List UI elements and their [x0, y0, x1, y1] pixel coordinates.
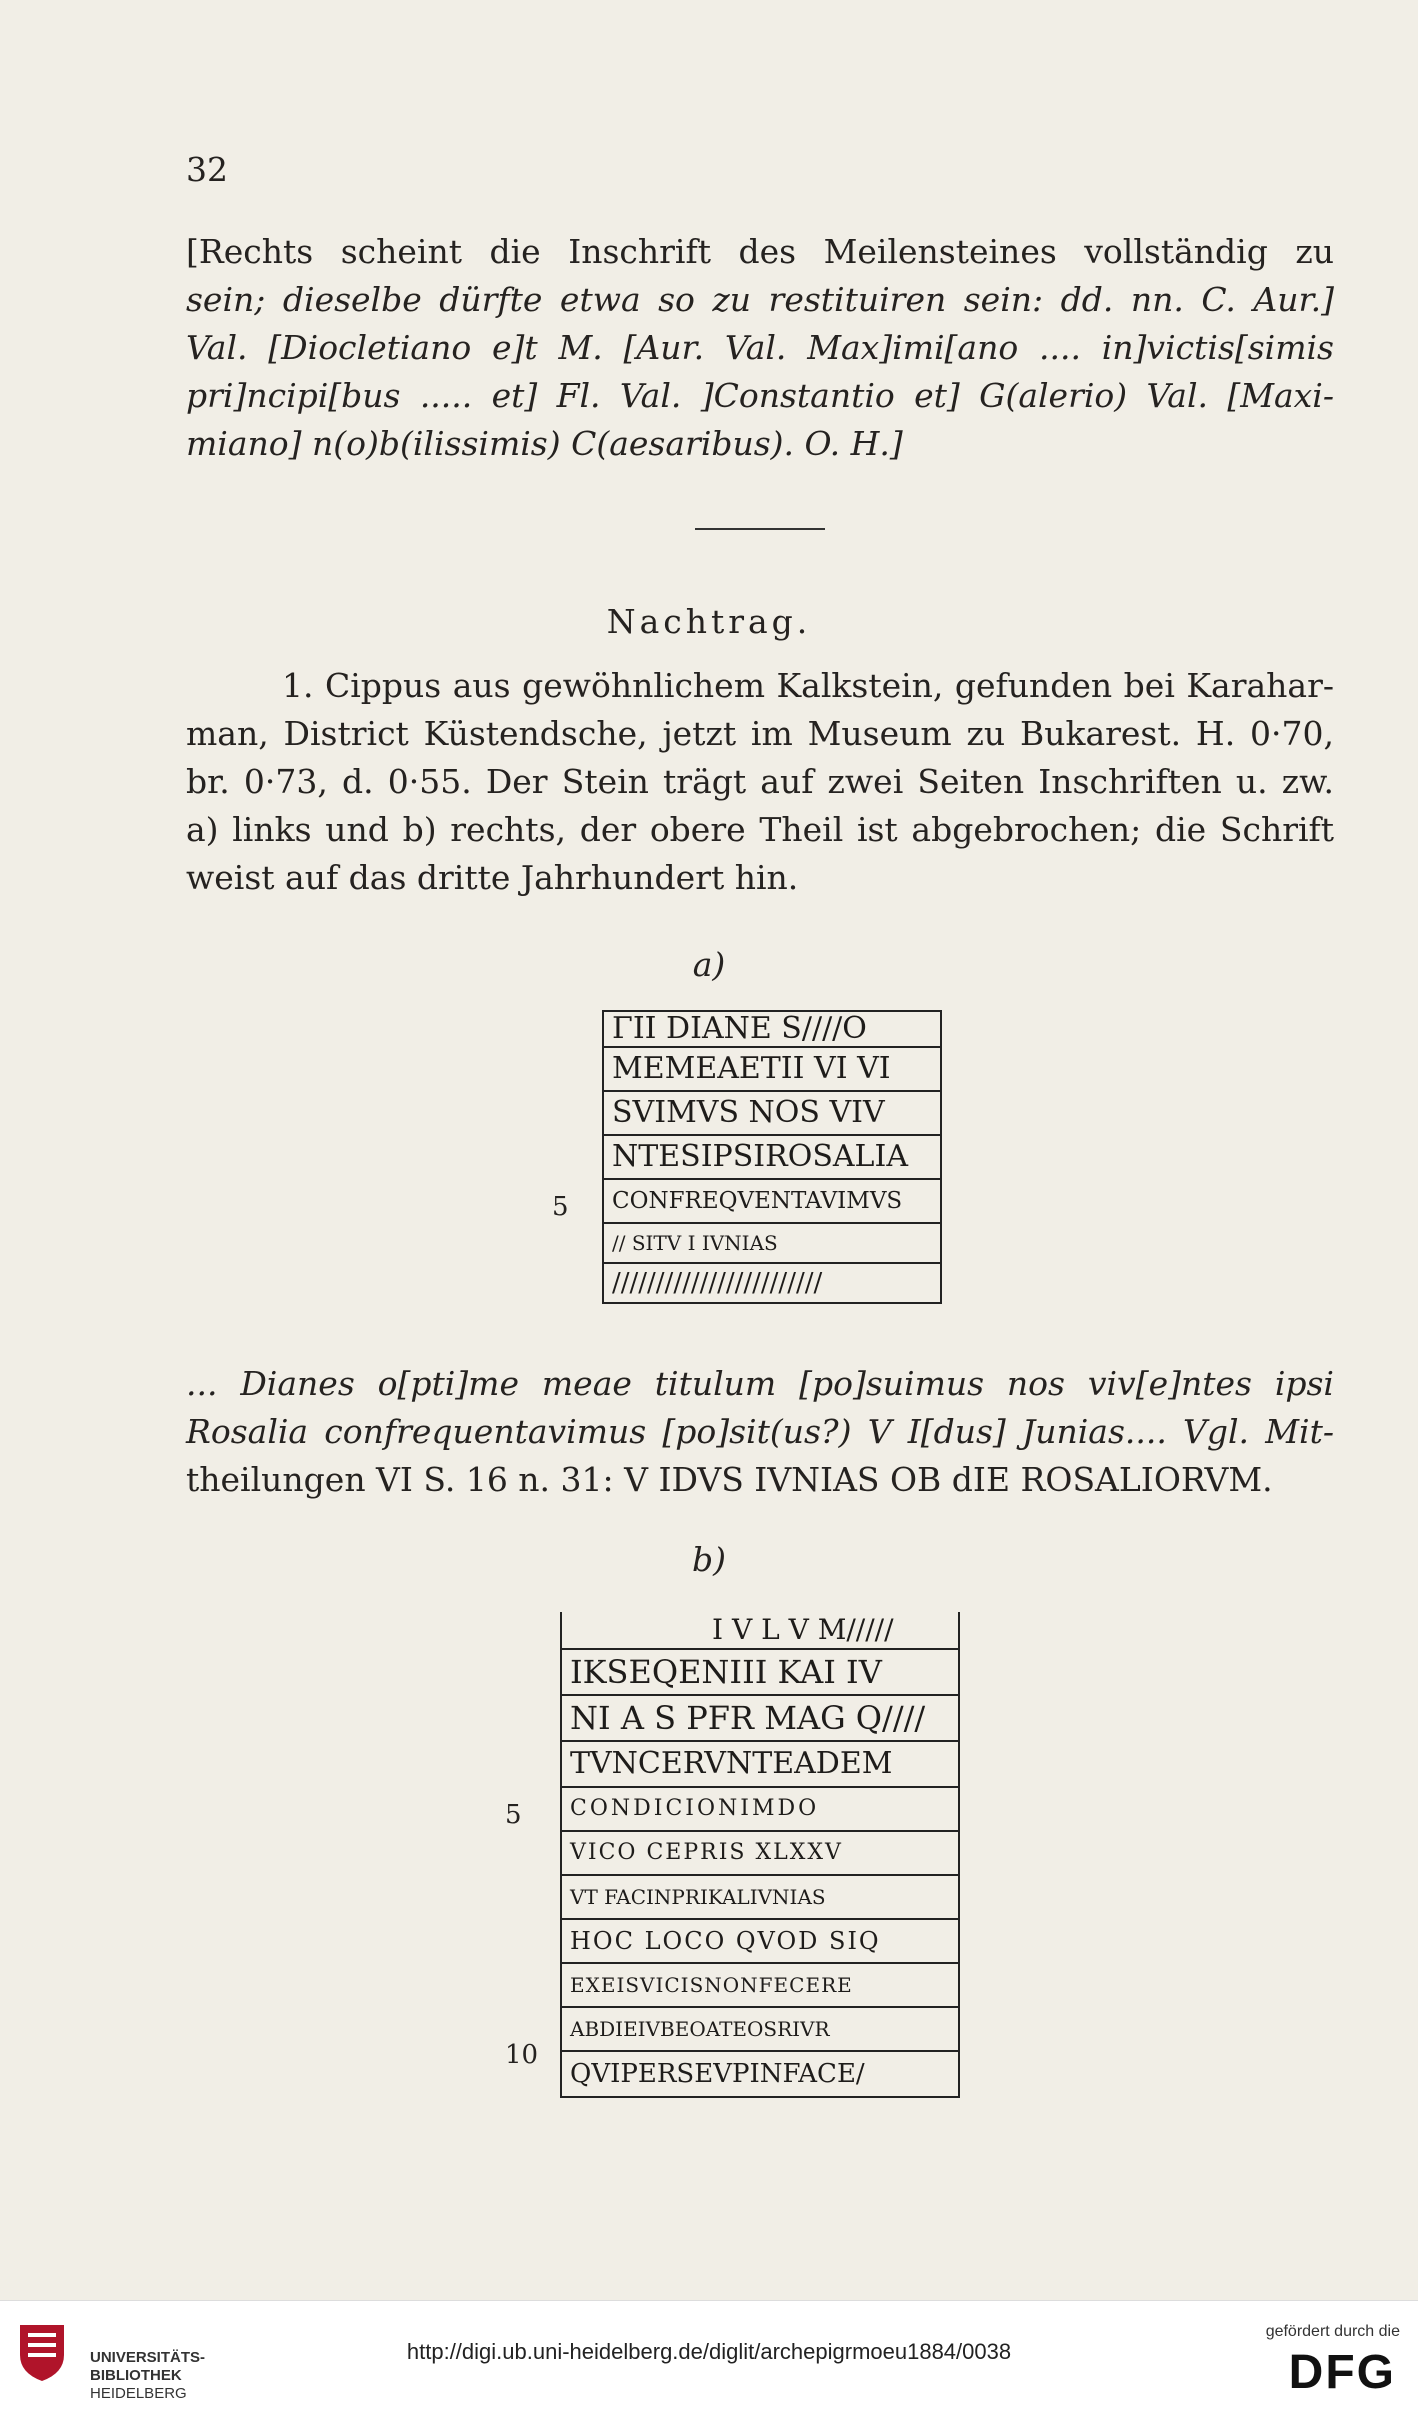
page-number: 32 — [186, 150, 228, 189]
item1-paragraph — [186, 662, 1334, 902]
inscription-line: ΓΙΙ DIANE S////O — [604, 1010, 940, 1048]
text-line: Rosalia confrequentavimus [po]sit(us?) V I[dus] Junias.... Vgl. Mit- — [186, 1412, 1334, 1451]
library-name: UNIVERSITÄTS- BIBLIOTHEK HEIDELBERG — [90, 2349, 206, 2402]
figure-label-b: b) — [692, 1540, 726, 1579]
intro-paragraph — [186, 228, 1334, 468]
inscription-line: MEMEAETII VI VI — [604, 1048, 940, 1092]
text-line: 1. Cippus aus gewöhnlichem Kalkstein, gefunden bei Karahar- — [282, 666, 1334, 705]
inscription-a — [602, 1010, 942, 1304]
text-line: a) links und b) rechts, der obere Theil ist abgebrochen; die Schrift — [186, 810, 1334, 849]
permalink-url[interactable]: http://digi.ub.uni-heidelberg.de/diglit/archepigrmoeu1884/0038 — [406, 2339, 1012, 2364]
inscription-line: NTESIPSIROSALIA — [604, 1136, 940, 1180]
section-divider — [695, 528, 825, 530]
inscription-line: NI A S PFR MAG Q//// — [562, 1696, 958, 1742]
text-line: ... Dianes o[pti]me meae titulum [po]suimus nos viv[e]ntes ipsi — [186, 1364, 1334, 1403]
inscription-line: SVIMVS NOS VIV — [604, 1092, 940, 1136]
inscription-line: CONFREQVENTAVIMVS — [604, 1180, 940, 1224]
inscription-line: CONDICIONIMDO — [562, 1788, 958, 1832]
text-line: pri]ncipi[bus ..... et] Fl. Val. ]Constantio et] G(alerio) Val. [Maxi- — [186, 376, 1334, 415]
inscription-line: // SITV I IVNIAS — [604, 1224, 940, 1264]
inscription-line: I V L V M///// — [562, 1612, 958, 1650]
text-line: miano] n(o)b(ilissimis) C(aesaribus). O. H.] — [186, 424, 903, 463]
inscription-b — [560, 1612, 960, 2098]
line-number: 5 — [552, 1192, 569, 1222]
inscription-line: TVNCERVNTEADEM — [562, 1742, 958, 1788]
funding-note: gefördert durch die — [1265, 2323, 1400, 2340]
text-line: man, District Küstendsche, jetzt im Museum zu Bukarest. H. 0·70, — [186, 714, 1334, 753]
text-line: br. 0·73, d. 0·55. Der Stein trägt auf zwei Seiten Inschriften u. zw. — [186, 762, 1334, 801]
inscription-line: //////////////////////// — [604, 1264, 940, 1304]
text-line: Val. [Diocletiano e]t M. [Aur. Val. Max]imi[ano .... in]victis[simis — [186, 328, 1334, 367]
figure-label-a: a) — [692, 945, 726, 984]
dfg-logo[interactable]: DFG — [1288, 2346, 1396, 2399]
inscription-line: IKSEQENIII KAI IV — [562, 1650, 958, 1696]
footer-bar — [0, 2300, 1418, 2409]
section-heading: Nachtrag. — [606, 602, 812, 641]
text-line: weist auf das dritte Jahrhundert hin. — [186, 858, 799, 897]
inscription-line: ABDIEIVBEOATEOSRIVR — [562, 2008, 958, 2052]
inscription-line: VT FACINPRIKALIVNIAS — [562, 1876, 958, 1920]
line-number: 5 — [505, 1800, 522, 1830]
inscription-line: HOC LOCO QVOD SIQ — [562, 1920, 958, 1964]
reading-a-paragraph — [186, 1360, 1334, 1504]
text-line: theilungen VI S. 16 n. 31: V IDVS IVNIAS OB dIE ROSALIORVM. — [186, 1460, 1273, 1499]
line-number: 10 — [505, 2040, 539, 2070]
inscription-line: QVIPERSEVPINFACE/ — [562, 2052, 958, 2098]
inscription-line: VICO CEPRIS XLXXV — [562, 1832, 958, 1876]
inscription-line: EXEISVICISNONFECERE — [562, 1964, 958, 2008]
text-line: [Rechts scheint die Inschrift des Meilensteines vollständig zu — [186, 232, 1334, 271]
text-line: sein; dieselbe dürfte etwa so zu restituiren sein: dd. nn. C. Aur.] — [186, 280, 1334, 319]
